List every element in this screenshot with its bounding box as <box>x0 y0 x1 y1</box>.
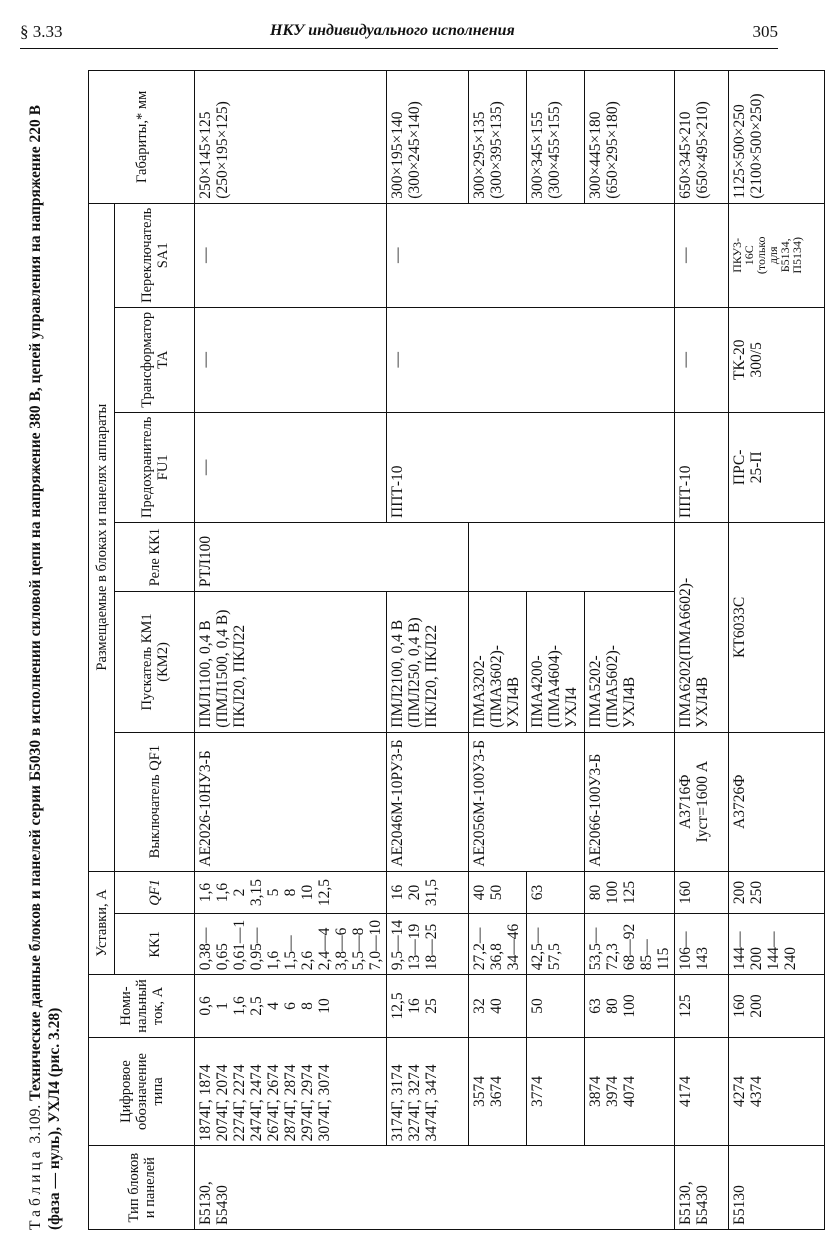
cell-transformer: — <box>387 307 469 412</box>
cell-nominal: 50 <box>527 975 585 1037</box>
section-number: § 3.33 <box>20 22 63 41</box>
cell-fuse <box>585 412 675 522</box>
cell-nominal: 125 <box>675 975 729 1037</box>
col-starter: Пускатель КМ1 (КМ2) <box>115 592 195 733</box>
header-rule <box>20 48 778 49</box>
rotated-table-page <box>18 70 808 1230</box>
col-code: Цифровое обозначение типа <box>89 1037 195 1146</box>
running-title: НКУ индивидуального исполнения <box>270 22 515 39</box>
cell-kk1: 0,38—0,65 0,61—1 0,95—1,6 1,5—2,6 2,4—4 3,8—6 5,5—8 7,0—10 <box>195 914 387 975</box>
cell-breaker: А3726Ф <box>729 732 825 871</box>
cell-breaker: АЕ2026-10НУ3-Б <box>195 732 387 871</box>
cell-qf1: 80 100 125 <box>585 871 675 914</box>
col-type: Тип блоков и панелей <box>89 1146 195 1230</box>
cell-transformer <box>585 307 675 412</box>
cell-nominal: 12,5 16 25 <box>387 975 469 1037</box>
cell-breaker: АЕ2056М-100У3-Б <box>469 732 527 871</box>
col-transformer: Трансформатор TA <box>115 307 195 412</box>
cell-transformer <box>527 307 585 412</box>
cell-dims: 300×195×140 (300×245×140) <box>387 71 469 204</box>
cell-dims: 300×345×155 (300×455×155) <box>527 71 585 204</box>
cell-fuse: ППТ-10 <box>387 412 469 522</box>
cell-kk1: 27,2—36,8 34—46 <box>469 914 527 975</box>
cell-fuse <box>469 412 527 522</box>
caption-number: 3.109. <box>27 1104 44 1144</box>
cell-type <box>527 1146 585 1230</box>
cell-dims: 250×145×125 (250×195×125) <box>195 71 387 204</box>
cell-starter: ПМЛ2100, 0,4 В (ПМЛ250, 0,4 В) ПКЛ20, ПКЛ22 <box>387 592 469 733</box>
table-row <box>675 71 729 1230</box>
col-breaker: Выключатель QF1 <box>115 732 195 871</box>
cell-kk1: 106—143 <box>675 914 729 975</box>
cell-transformer <box>469 307 527 412</box>
cell-relay <box>469 523 527 592</box>
table-row <box>469 71 527 1230</box>
col-relay: Реле КК1 <box>115 523 195 592</box>
table-row <box>729 71 825 1230</box>
caption-label: Таблица <box>27 1147 44 1230</box>
col-fuse: Предохранитель FU1 <box>115 412 195 522</box>
cell-starter: ПМА5202-(ПМА5602)- УХЛ4В <box>585 592 675 733</box>
cell-transformer: ТК-20 300/5 <box>729 307 825 412</box>
cell-starter: ПМА6202(ПМА6602)- УХЛ4В <box>675 523 729 733</box>
page-number: 305 <box>752 22 778 41</box>
cell-type <box>387 1146 469 1230</box>
cell-starter: КТ6033С <box>729 523 825 733</box>
cell-type <box>585 1146 675 1230</box>
cell-type: Б5130 <box>729 1146 825 1230</box>
cell-qf1: 160 <box>675 871 729 914</box>
cell-nominal: 32 40 <box>469 975 527 1037</box>
table-row <box>585 71 675 1230</box>
col-devices: Размещаемые в блоках и панелях аппараты <box>89 203 115 871</box>
specs-table <box>88 70 825 1230</box>
cell-switch <box>469 203 527 307</box>
cell-qf1: 40 50 <box>469 871 527 914</box>
cell-starter: ПМА4200-(ПМА4604)- УХЛ4 <box>527 592 585 733</box>
cell-code: 3574 3674 <box>469 1037 527 1146</box>
table-row <box>387 71 469 1230</box>
cell-dims: 300×445×180 (650×295×180) <box>585 71 675 204</box>
cell-type: Б5130, Б5430 <box>675 1146 729 1230</box>
cell-kk1: 144—200 144—240 <box>729 914 825 975</box>
cell-switch: ПКУ3- 16С (только для Б5134, П5134) <box>729 203 825 307</box>
cell-fuse <box>527 412 585 522</box>
cell-transformer: — <box>195 307 387 412</box>
cell-code: 1874Г, 1874 2074Г, 2074 2274Г, 2274 2474Г, 2474 2674Г, 2674 2874Г, 2874 2974Г, 2974 3074Г, 3074 <box>195 1037 387 1146</box>
cell-code: 4274 4374 <box>729 1037 825 1146</box>
table-caption <box>26 70 64 1230</box>
cell-relay <box>527 523 585 592</box>
cell-dims: 650×345×210 (650×495×210) <box>675 71 729 204</box>
cell-switch: — <box>195 203 387 307</box>
col-kk1: КК1 <box>115 914 195 975</box>
col-switch: Переключатель SA1 <box>115 203 195 307</box>
cell-fuse: ППТ-10 <box>675 412 729 522</box>
cell-kk1: 53,5—72,3 68—92 85—115 <box>585 914 675 975</box>
col-settings: Уставки, А <box>89 871 115 975</box>
cell-relay: РТЛ100 <box>195 523 387 592</box>
table-row <box>527 71 585 1230</box>
cell-relay <box>387 523 469 592</box>
cell-code: 3174Г, 3174 3274Г, 3274 3474Г, 3474 <box>387 1037 469 1146</box>
cell-starter: ПМЛ1100, 0,4 В (ПМЛ1500, 0,4 В) ПКЛ20, ПКЛ22 <box>195 592 387 733</box>
cell-qf1: 16 20 31,5 <box>387 871 469 914</box>
cell-code: 4174 <box>675 1037 729 1146</box>
cell-fuse: — <box>195 412 387 522</box>
cell-nominal: 0,6 1 1,6 2,5 4 6 8 10 <box>195 975 387 1037</box>
cell-starter: ПМА3202-(ПМА3602)- УХЛ4В <box>469 592 527 733</box>
cell-fuse: ПРС- 25-П <box>729 412 825 522</box>
col-nominal: Номи-нальный ток, А <box>89 975 195 1037</box>
cell-kk1: 42,5—57,5 <box>527 914 585 975</box>
cell-dims: 1125×500×250 (2100×500×250) <box>729 71 825 204</box>
cell-switch: — <box>675 203 729 307</box>
caption-text: Технические данные блоков и панелей серии Б5030 в исполнении силовой цепи на напряжение 380 В, цепей управления на напряжение 220 В (фаза — нуль), УХЛ4 (рис. 3.28) <box>27 105 63 1230</box>
cell-qf1: 63 <box>527 871 585 914</box>
cell-nominal: 63 80 100 <box>585 975 675 1037</box>
cell-switch: — <box>387 203 469 307</box>
cell-breaker: АЕ2046М-10РУ3-Б <box>387 732 469 871</box>
cell-breaker: АЕ2066-100У3-Б <box>585 732 675 871</box>
cell-qf1: 1,6 1,6 2 3,15 5 8 10 12,5 <box>195 871 387 914</box>
cell-switch <box>585 203 675 307</box>
cell-breaker <box>527 732 585 871</box>
cell-dims: 300×295×135 (300×395×135) <box>469 71 527 204</box>
cell-switch <box>527 203 585 307</box>
col-dims: Габариты,* мм <box>89 71 195 204</box>
cell-type: Б5130, Б5430 <box>195 1146 387 1230</box>
cell-type <box>469 1146 527 1230</box>
col-qf1: QF1 <box>115 871 195 914</box>
cell-transformer: — <box>675 307 729 412</box>
cell-kk1: 9,5—14 13—19 18—25 <box>387 914 469 975</box>
cell-qf1: 200 250 <box>729 871 825 914</box>
cell-code: 3774 <box>527 1037 585 1146</box>
cell-breaker: А3716Ф Iуст=1600 А <box>675 732 729 871</box>
cell-code: 3874 3974 4074 <box>585 1037 675 1146</box>
cell-nominal: 160 200 <box>729 975 825 1037</box>
cell-relay <box>585 523 675 592</box>
table-row <box>195 71 387 1230</box>
